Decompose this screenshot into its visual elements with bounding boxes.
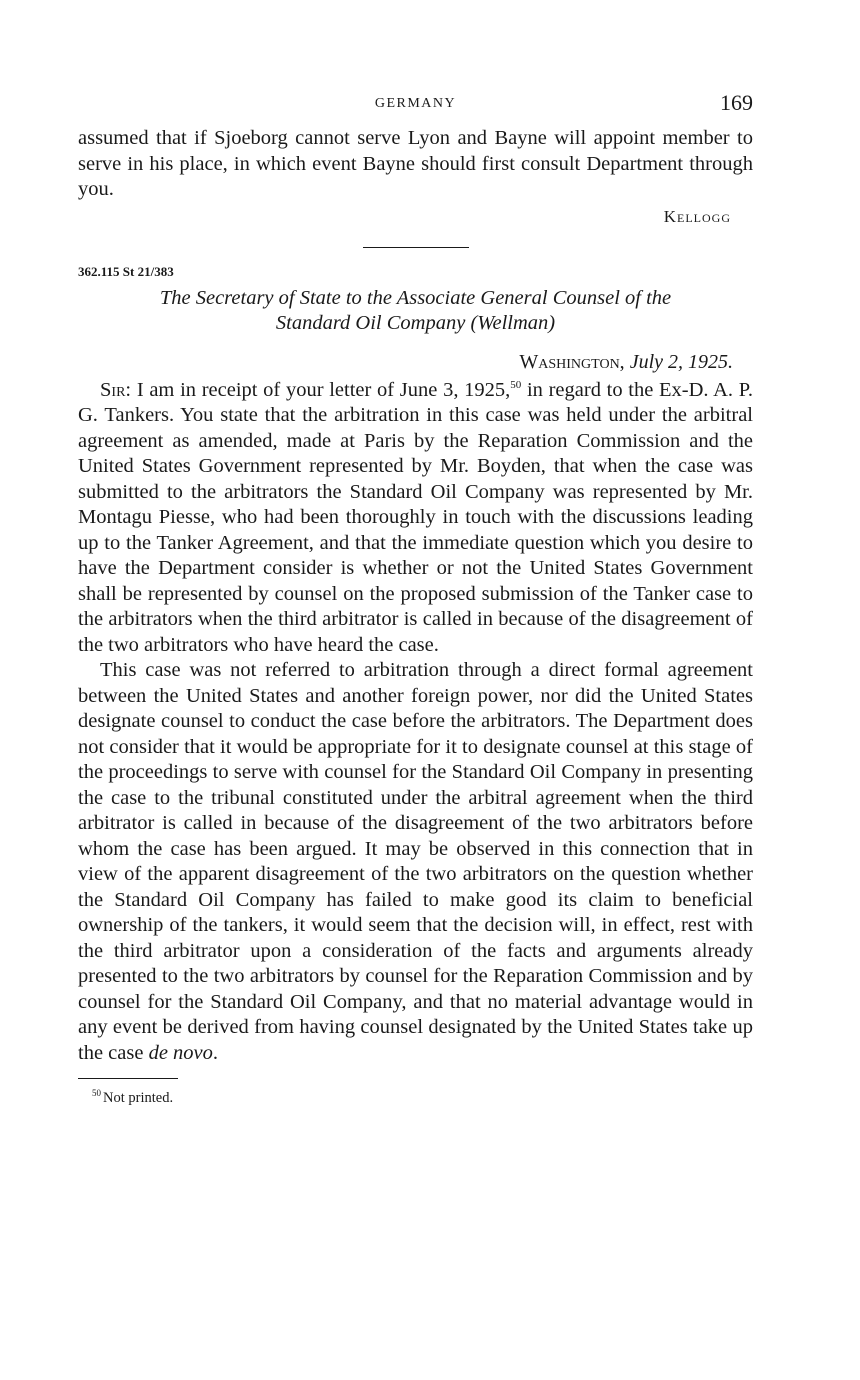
continuation-paragraph: assumed that if Sjoeborg cannot serve Lyon and Bayne will appoint member to serve in his place, in which event Bayne should first consult Department through you. (78, 127, 753, 200)
footnote (78, 1089, 753, 1107)
file-reference: 362.115 St 21/383 (78, 263, 174, 279)
paragraph-1-text-start: I am in receipt of your letter of June 3, 1925, (136, 378, 511, 401)
document-title-line-2: Standard Oil Company (Wellman) (275, 312, 556, 334)
footnote-text: Not printed. (103, 1090, 174, 1106)
dateline (78, 351, 753, 374)
document-title (78, 286, 753, 337)
footnote-mark: 50 (92, 1088, 101, 1099)
running-title: GERMANY (374, 96, 457, 111)
footnote-rule (78, 1078, 178, 1079)
letter-paragraph-2 (78, 658, 753, 1066)
section-separator (363, 247, 469, 248)
page-number: 169 (720, 90, 753, 115)
running-header (78, 90, 753, 126)
paragraph-2-italic-phrase: de novo (148, 1041, 213, 1064)
letter-paragraph-1 (78, 378, 753, 659)
signature-kellogg: Kellogg (663, 206, 731, 226)
paragraph-1-text-end: in regard to the Ex-D. A. P. G. Tankers. You state that the arbitration in this case was held under the arbitral agreement as amended, made at Paris by the Reparation Commission and the United States Government represented by Mr. Boyden, that when the case was submitted to the arbitrators the Standard Oil Company was represented by Mr. Montagu Piesse, who had been thoroughly in touch with the discussions leading up to the Tanker Agreement, and that the immediate question which you desire to have the Department consider is whether or not the United States Government shall be represented by counsel on the proposed submission of the Tanker case to the arbitrators when the third arbitrator is called in because of the disagreement of the two arbitrators who have heard the case. (78, 378, 753, 656)
document-title-line-1: The Secretary of State to the Associate General Counsel of the (159, 286, 672, 309)
footnote-reference: 50 (510, 378, 522, 391)
salutation: Sir: (100, 378, 132, 401)
dateline-date: July 2, 1925. (629, 350, 733, 373)
document-page (78, 90, 753, 1107)
dateline-place: Washington, (519, 350, 625, 373)
paragraph-2-period: . (212, 1041, 219, 1064)
paragraph-2-text: This case was not referred to arbitration through a direct formal agreement between the United States and another foreign power, nor did the United States designate counsel to conduct the case before the arbitrators. The Department does not consider that it would be appropriate for it to designate counsel at this stage of the proceedings to serve with counsel for the Standard Oil Company in presenting the case to the tribunal constituted under the arbitral agreement when the third arbitrator is called in because of the disagreement of the two arbitrators before whom the case has been argued. It may be observed in this connection that in view of the apparent disagreement of the two arbitrators on the question whether the Standard Oil Company has failed to make good its claim to beneficial ownership of the tankers, it would seem that the decision will, in effect, rest with the third arbitrator upon a consideration of the facts and arguments already presented to the two arbitrators by counsel for the Reparation Commission and by counsel for the Standard Oil Company, and that no material advantage would in any event be derived from having counsel designated by the United States take up the case (78, 659, 753, 1064)
